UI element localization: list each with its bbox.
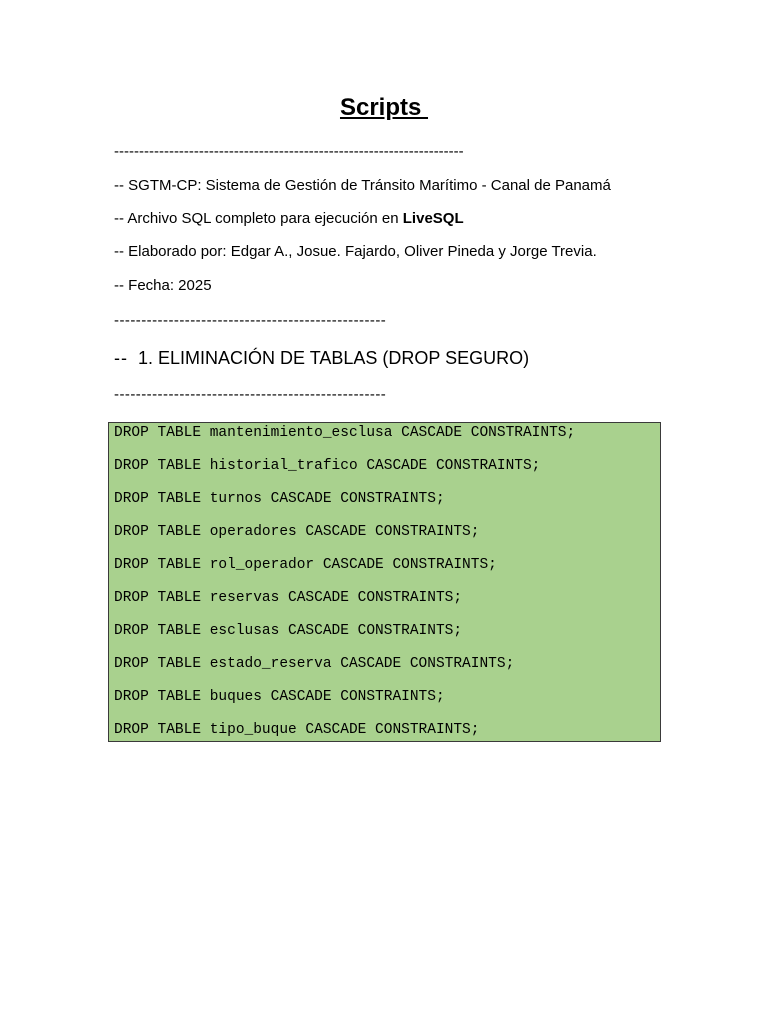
separator-rule-2: -------------------------------------------------- bbox=[114, 386, 387, 403]
header-line-system: -- SGTM-CP: Sistema de Gestión de Tránsito Marítimo - Canal de Panamá bbox=[114, 177, 611, 194]
code-line: DROP TABLE operadores CASCADE CONSTRAINTS; bbox=[114, 524, 480, 540]
code-line: DROP TABLE rol_operador CASCADE CONSTRAINTS; bbox=[114, 557, 497, 573]
separator-rule-1: -------------------------------------------------- bbox=[114, 312, 387, 329]
section-heading-text: 1. ELIMINACIÓN DE TABLAS (DROP SEGURO) bbox=[138, 348, 530, 368]
header-line-date: -- Fecha: 2025 bbox=[114, 277, 212, 294]
code-line: DROP TABLE mantenimiento_esclusa CASCADE CONSTRAINTS; bbox=[114, 425, 576, 441]
section-dash: -- bbox=[114, 348, 128, 368]
separator-rule-top: ---------------------------------------------------------------------- bbox=[114, 143, 464, 160]
sql-code-block bbox=[108, 422, 661, 742]
page-title: Scripts bbox=[339, 94, 429, 121]
header-line-authors: -- Elaborado por: Edgar A., Josue. Fajardo, Oliver Pineda y Jorge Trevia. bbox=[114, 243, 597, 260]
code-line: DROP TABLE historial_trafico CASCADE CONSTRAINTS; bbox=[114, 458, 541, 474]
code-line: DROP TABLE turnos CASCADE CONSTRAINTS; bbox=[114, 491, 445, 507]
code-line: DROP TABLE esclusas CASCADE CONSTRAINTS; bbox=[114, 623, 463, 639]
code-line: DROP TABLE tipo_buque CASCADE CONSTRAINTS; bbox=[114, 722, 480, 738]
code-line: DROP TABLE buques CASCADE CONSTRAINTS; bbox=[114, 689, 445, 705]
code-line: DROP TABLE estado_reserva CASCADE CONSTRAINTS; bbox=[114, 656, 515, 672]
header-line-file-prefix: -- Archivo SQL completo para ejecución en bbox=[114, 210, 403, 227]
header-line-file bbox=[114, 209, 464, 229]
section-heading bbox=[114, 346, 529, 370]
code-line: DROP TABLE reservas CASCADE CONSTRAINTS; bbox=[114, 590, 463, 606]
livesql-label: LiveSQL bbox=[402, 210, 464, 227]
